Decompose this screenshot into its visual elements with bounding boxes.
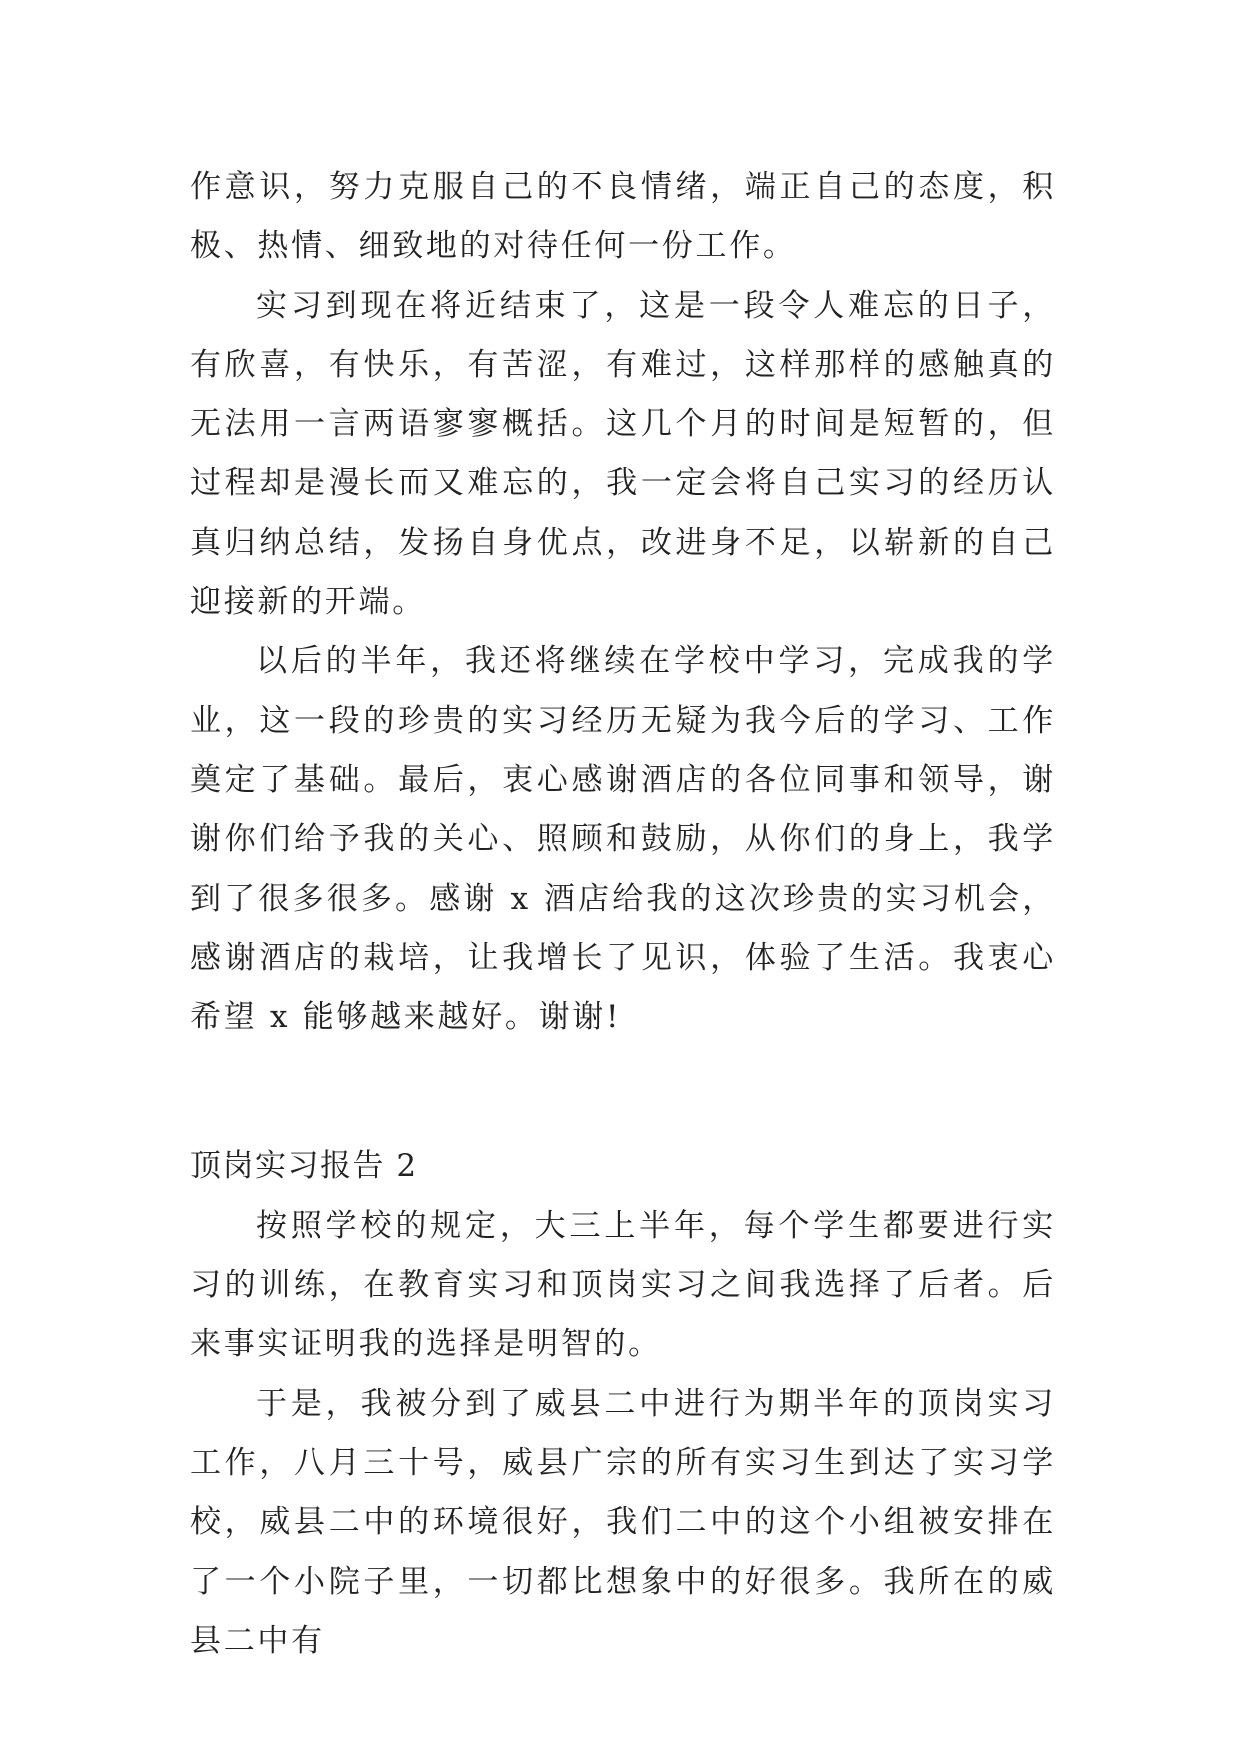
section-spacer — [190, 1047, 1056, 1137]
paragraph-gratitude: 以后的半年，我还将继续在学校中学习，完成我的学业，这一段的珍贵的实习经历无疑为我今后的学习、工作奠定了基础。最后，衷心感谢酒店的各位同事和领导，谢谢你们给予我的关心、照顾和鼓励，从你们的身上，我学到了很多很多。感谢 x 酒店给我的这次珍贵的实习机会，感谢酒店的栽培，让我增长了见识，体验了生活。我衷心希望 x 能够越来越好。谢谢! — [190, 643, 1056, 1036]
document-body — [190, 158, 1056, 1671]
section-title: 顶岗实习报告 2 — [190, 1148, 418, 1185]
paragraph-school-rule: 按照学校的规定，大三上半年，每个学生都要进行实习的训练，在教育实习和顶岗实习之间我选择了后者。后来事实证明我的选择是明智的。 — [190, 1207, 1056, 1363]
paragraph-assignment: 于是，我被分到了威县二中进行为期半年的顶岗实习工作，八月三十号，威县广宗的所有实习生到达了实习学校，威县二中的环境很好，我们二中的这个小组被安排在了一个小院子里，一切都比想象中的好很多。我所在的威县二中有 — [190, 1385, 1056, 1659]
paragraph-internship-ending: 实习到现在将近结束了，这是一段令人难忘的日子，有欣喜，有快乐，有苦涩，有难过，这样那样的感触真的无法用一言两语寥寥概括。这几个月的时间是短暂的，但过程却是漫长而又难忘的，我一定会将自己实习的经历认真归纳总结，发扬自身优点，改进身不足，以崭新的自己迎接新的开端。 — [190, 287, 1056, 621]
paragraph-continued: 作意识，努力克服自己的不良情绪，端正自己的态度，积极、热情、细致地的对待任何一份工作。 — [190, 169, 1056, 265]
